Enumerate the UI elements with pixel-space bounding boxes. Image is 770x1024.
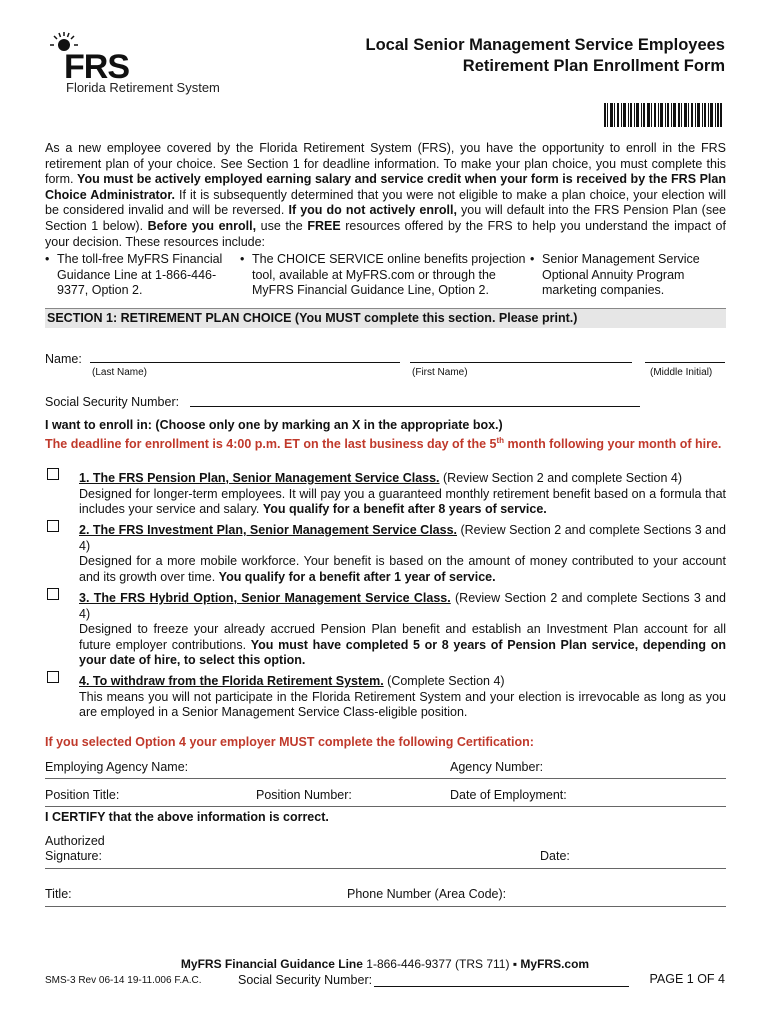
resource-text: Senior Management Service Optional Annuity Program marketing companies.	[542, 252, 700, 297]
option-3-title: 3. The FRS Hybrid Option, Senior Management Service Class.	[79, 591, 451, 605]
auth-sig-line2: Signature:	[45, 849, 102, 863]
option-1-desc-bold: You qualify for a benefit after 8 years of service.	[262, 502, 547, 517]
frs-logo	[48, 30, 278, 100]
option-3-checkbox[interactable]	[47, 588, 59, 600]
option-2	[79, 523, 726, 585]
intro-bold-2: If you do not actively enroll,	[288, 203, 457, 218]
intro-text-2: If it is subsequently determined that you were not eligible to make a plan choice, your election will be considered invalid and will be reversed.	[45, 187, 726, 218]
option-2-title: 2. The FRS Investment Plan, Senior Management Service Class.	[79, 523, 457, 537]
option-1-note: (Review Section 2 and complete Section 4)	[439, 471, 683, 485]
intro-text-3: you will default into the FRS Pension Plan (see Section 1 below).	[45, 203, 726, 233]
enroll-heading: I want to enroll in: (Choose only one by marking an X in the appropriate box.)	[45, 418, 503, 432]
resource-item: • Senior Management Service Optional Annuity Program marketing companies.	[530, 252, 730, 299]
option-4-note: (Complete Section 4)	[383, 674, 505, 688]
option-3-desc: Designed to freeze your already accrued Pension Plan benefit and establish an Investment Plan account for all future employer contributions.	[79, 622, 726, 652]
agency-number-label: Agency Number:	[450, 760, 544, 774]
resource-list	[45, 252, 735, 299]
agency-name-label: Employing Agency Name:	[45, 760, 189, 774]
option-4	[79, 674, 726, 721]
last-name-caption: (Last Name)	[92, 367, 148, 378]
intro-paragraph	[45, 141, 726, 250]
separator: ▪	[512, 957, 518, 971]
site-link: MyFRS.com	[517, 957, 590, 971]
option-2-note: (Review Section 2 and complete Sections 3 and 4)	[79, 523, 726, 553]
ssn-label: Social Security Number:	[45, 395, 180, 409]
position-number-label: Position Number:	[256, 788, 352, 802]
position-row-divider	[45, 806, 726, 807]
authorized-signature-label	[45, 834, 105, 864]
ssn-field[interactable]	[190, 406, 640, 407]
option-3-desc-bold: You must have completed 5 or 8 years of Pension Plan service, depending on your date of hire, to select this option.	[79, 637, 726, 668]
option-4-checkbox[interactable]	[47, 671, 59, 683]
option-2-desc: Designed for a more mobile workforce. Your benefit is based on the amount of money contributed to your account and its growth over time.	[79, 554, 726, 584]
certify-statement: I CERTIFY that the above information is correct.	[45, 810, 329, 824]
guidance-phone: 1-866-446-9377 (TRS 711)	[362, 957, 513, 971]
intro-text-1: As a new employee covered by the Florida Retirement System (FRS), you have the opportunity to enroll in the FRS retirement plan of your choice. See Section 1 for deadline information. To make your plan choice, you must complete this form.	[45, 141, 726, 187]
signature-row-divider	[45, 868, 726, 869]
option-1-desc: Designed for longer-term employees. It will pay you a guaranteed monthly retirement benefit based on a formula that includes your service and salary.	[79, 486, 726, 517]
option-4-desc: This means you will not participate in the Florida Retirement System and your election is irrevocable as long as you are employed in a Senior Management Service Class-eligible position.	[79, 689, 726, 720]
certification-heading: If you selected Option 4 your employer MUST complete the following Certification:	[45, 735, 534, 749]
option-1-title: 1. The FRS Pension Plan, Senior Management Service Class.	[79, 471, 440, 485]
deadline-text	[45, 433, 726, 453]
section-1-header: SECTION 1: RETIREMENT PLAN CHOICE (You MUST complete this section. Please print.)	[45, 308, 726, 328]
name-label: Name:	[45, 352, 82, 366]
intro-bold-3: Before you enroll,	[147, 218, 257, 233]
footer-ssn-label: Social Security Number:	[238, 973, 373, 987]
footer-ssn-field[interactable]	[374, 986, 629, 987]
resource-item: • The CHOICE SERVICE online benefits projection tool, available at MyFRS.com or through the MyFRS Financial Guidance Line, Option 2.	[240, 252, 530, 299]
title-line-1: Local Senior Management Service Employees	[365, 36, 725, 54]
deadline-part-b: month following your month of hire.	[504, 437, 722, 452]
option-2-checkbox[interactable]	[47, 520, 59, 532]
intro-text-5: resources offered by the FRS to help you understand the impact of your decision. These resources include:	[45, 218, 726, 249]
logo-text: FRS	[64, 48, 129, 86]
intro-bold-1: You must be actively employed earning salary and service credit when your form is received by the FRS Plan Choice Administrator.	[45, 172, 726, 202]
option-2-desc-bold: You qualify for a benefit after 1 year of service.	[218, 569, 496, 584]
option-3-note: (Review Section 2 and complete Sections 3 and 4)	[79, 591, 726, 621]
option-1	[79, 471, 726, 518]
logo-subtitle: Florida Retirement System	[66, 80, 220, 95]
title-row-divider	[45, 906, 726, 907]
last-name-field[interactable]	[90, 362, 400, 363]
auth-sig-line1: Authorized	[45, 834, 105, 848]
middle-initial-field[interactable]	[645, 362, 725, 363]
agency-row-divider	[45, 778, 726, 779]
date-employment-label: Date of Employment:	[450, 788, 567, 802]
deadline-sup: th	[496, 436, 505, 445]
phone-label: Phone Number (Area Code):	[347, 887, 507, 901]
first-name-caption: (First Name)	[412, 367, 468, 378]
page-number: PAGE 1 OF 4	[649, 972, 725, 986]
title-label: Title:	[45, 887, 72, 901]
resource-text: The toll-free MyFRS Financial Guidance Line at 1-866-446-9377, Option 2.	[57, 252, 223, 297]
middle-initial-caption: (Middle Initial)	[650, 367, 713, 378]
option-3	[79, 591, 726, 669]
date-label: Date:	[540, 849, 570, 863]
form-title	[366, 35, 725, 77]
option-1-checkbox[interactable]	[47, 468, 59, 480]
title-line-2: Retirement Plan Enrollment Form	[462, 57, 725, 75]
barcode	[604, 103, 722, 127]
intro-text-4: use the	[256, 218, 308, 233]
resource-text: The CHOICE SERVICE online benefits projection tool, available at MyFRS.com or through the MyFRS Financial Guidance Line, Option 2.	[252, 252, 526, 297]
deadline-part-a: The deadline for enrollment is 4:00 p.m. ET on the last business day of the 5	[45, 437, 497, 452]
first-name-field[interactable]	[410, 362, 632, 363]
option-4-title: 4. To withdraw from the Florida Retirement System.	[79, 674, 384, 688]
position-title-label: Position Title:	[45, 788, 120, 802]
form-id: SMS-3 Rev 06-14 19-11.006 F.A.C.	[45, 975, 202, 986]
intro-bold-4: FREE	[307, 218, 341, 233]
guidance-line	[0, 957, 770, 971]
guidance-label: MyFRS Financial Guidance Line	[180, 957, 363, 971]
resource-item: • The toll-free MyFRS Financial Guidance Line at 1-866-446-9377, Option 2.	[45, 252, 240, 299]
